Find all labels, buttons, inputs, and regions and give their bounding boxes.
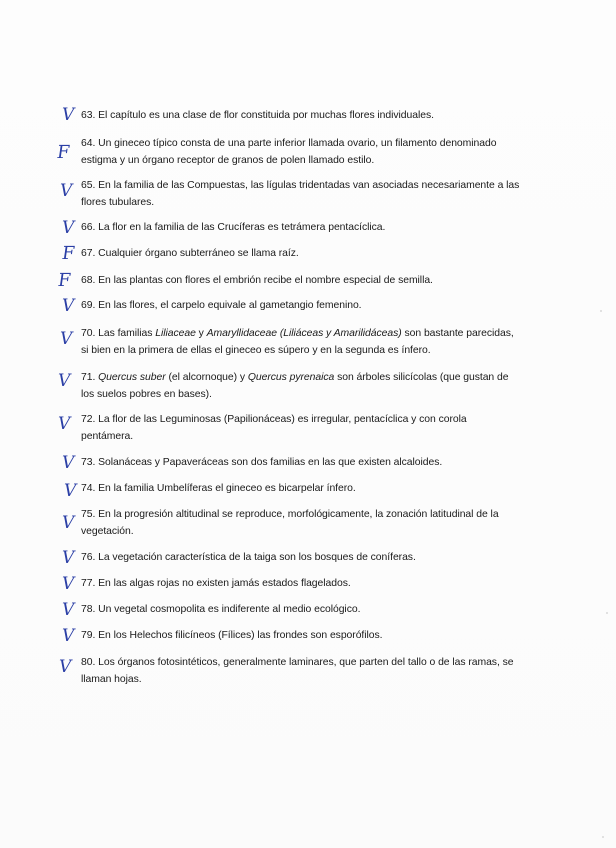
statement-text	[81, 298, 521, 315]
statement-text	[81, 455, 521, 472]
statement-body: Un vegetal cosmopolita es indiferente al medio ecológico.	[98, 604, 361, 615]
statement-body: La flor en la familia de las Crucíferas es tetrámera pentacíclica.	[98, 222, 386, 233]
taxon-name: Liliaceae	[155, 328, 196, 339]
statement-number: 65.	[81, 180, 96, 191]
scan-speck	[606, 612, 608, 614]
handwritten-mark: V	[62, 574, 75, 594]
statement-number: 72.	[81, 414, 96, 425]
handwritten-mark: V	[60, 181, 73, 201]
statement-body: El capítulo es una clase de flor constituida por muchas flores individuales.	[98, 110, 434, 121]
statement-number: 76.	[81, 552, 96, 563]
statement-number: 71.	[81, 372, 96, 383]
statement-text	[81, 507, 511, 540]
statement-body: Un gineceo típico consta de una parte inferior llamada ovario, un filamento denominado estigma y un órgano receptor de granos de polen llamado estilo.	[81, 138, 497, 166]
handwritten-mark: V	[58, 414, 71, 434]
statement-number: 79.	[81, 630, 96, 641]
statement-text	[81, 246, 521, 263]
handwritten-mark: V	[62, 626, 75, 646]
statement-text	[81, 326, 521, 359]
handwritten-mark: V	[58, 371, 71, 391]
handwritten-mark: V	[59, 657, 72, 677]
handwritten-mark: F	[60, 243, 77, 264]
statement-body: Las familias	[98, 328, 156, 339]
statement-body: Los órganos fotosintéticos, generalmente laminares, que parten del tallo o de las ramas, se llaman hojas.	[81, 657, 514, 685]
statement-number: 77.	[81, 578, 96, 589]
statement-text	[81, 576, 521, 593]
statement-text	[81, 628, 521, 645]
handwritten-mark: V	[62, 513, 75, 533]
statement-text	[81, 273, 521, 290]
statement-text	[81, 481, 521, 498]
statement-body: y	[195, 328, 207, 339]
statement-text	[81, 412, 521, 445]
statement-text	[81, 136, 521, 169]
statement-text	[81, 178, 521, 211]
statement-number: 67.	[81, 248, 96, 259]
handwritten-mark: V	[62, 453, 75, 473]
statement-text	[81, 550, 521, 567]
handwritten-mark: V	[62, 296, 75, 316]
statement-text	[81, 370, 521, 403]
statement-body: son bastante parecidas, si bien en la primera de ellas el gineceo es súpero y en la segunda es ínfero.	[81, 328, 514, 356]
taxon-name: Quercus suber	[98, 372, 166, 383]
statement-number: 78.	[81, 604, 96, 615]
handwritten-mark: V	[62, 600, 75, 620]
handwritten-mark: V	[62, 548, 75, 568]
handwritten-mark: F	[55, 142, 72, 163]
statement-text	[81, 602, 521, 619]
statement-number: 64.	[81, 138, 96, 149]
handwritten-mark: V	[62, 218, 75, 238]
taxon-name: Quercus pyrenaica	[247, 372, 335, 383]
statement-body: En la familia Umbelíferas el gineceo es bicarpelar ínfero.	[98, 483, 356, 494]
statement-text	[81, 220, 521, 237]
handwritten-mark: F	[56, 270, 73, 291]
statement-body: En las plantas con flores el embrión recibe el nombre especial de semilla.	[98, 275, 433, 286]
statement-body: En los Helechos filicíneos (Fílices) las frondes son esporófilos.	[98, 630, 383, 641]
statement-body: (el alcornoque) y	[165, 372, 248, 383]
statement-number: 80.	[81, 657, 96, 668]
statement-number: 73.	[81, 457, 96, 468]
statement-number: 66.	[81, 222, 96, 233]
handwritten-mark: V	[64, 481, 77, 501]
handwritten-mark: V	[60, 329, 73, 349]
statement-body: Solanáceas y Papaveráceas son dos familias en las que existen alcaloides.	[98, 457, 443, 468]
statement-body: La vegetación característica de la taiga son los bosques de coníferas.	[98, 552, 416, 563]
statement-body: En las algas rojas no existen jamás estados flagelados.	[98, 578, 351, 589]
statement-number: 75.	[81, 509, 96, 520]
taxon-name: Amaryllidaceae (Liliáceas y Amarilidáceas)	[206, 328, 402, 339]
statement-body: son árboles silicícolas (que gustan de los suelos pobres en bases).	[81, 372, 509, 400]
statement-body: En la progresión altitudinal se reproduce, morfológicamente, la zonación latitudinal de la vegetación.	[81, 509, 499, 537]
statement-number: 70.	[81, 328, 96, 339]
statement-text	[81, 108, 521, 125]
statement-body: Cualquier órgano subterráneo se llama raíz.	[98, 248, 299, 259]
statement-body: En las flores, el carpelo equivale al gametangio femenino.	[98, 300, 362, 311]
handwritten-mark: V	[62, 105, 75, 125]
scan-speck	[602, 836, 604, 838]
statement-body: La flor de las Leguminosas (Papilionáceas) es irregular, pentacíclica y con corola pentámera.	[81, 414, 467, 442]
statement-number: 68.	[81, 275, 96, 286]
scan-speck	[600, 310, 602, 312]
statement-number: 63.	[81, 110, 96, 121]
statement-number: 69.	[81, 300, 96, 311]
statement-body: En la familia de las Compuestas, las lígulas tridentadas van asociadas necesariamente a las flores tubulares.	[81, 180, 520, 208]
statement-number: 74.	[81, 483, 96, 494]
statement-text	[81, 655, 521, 688]
